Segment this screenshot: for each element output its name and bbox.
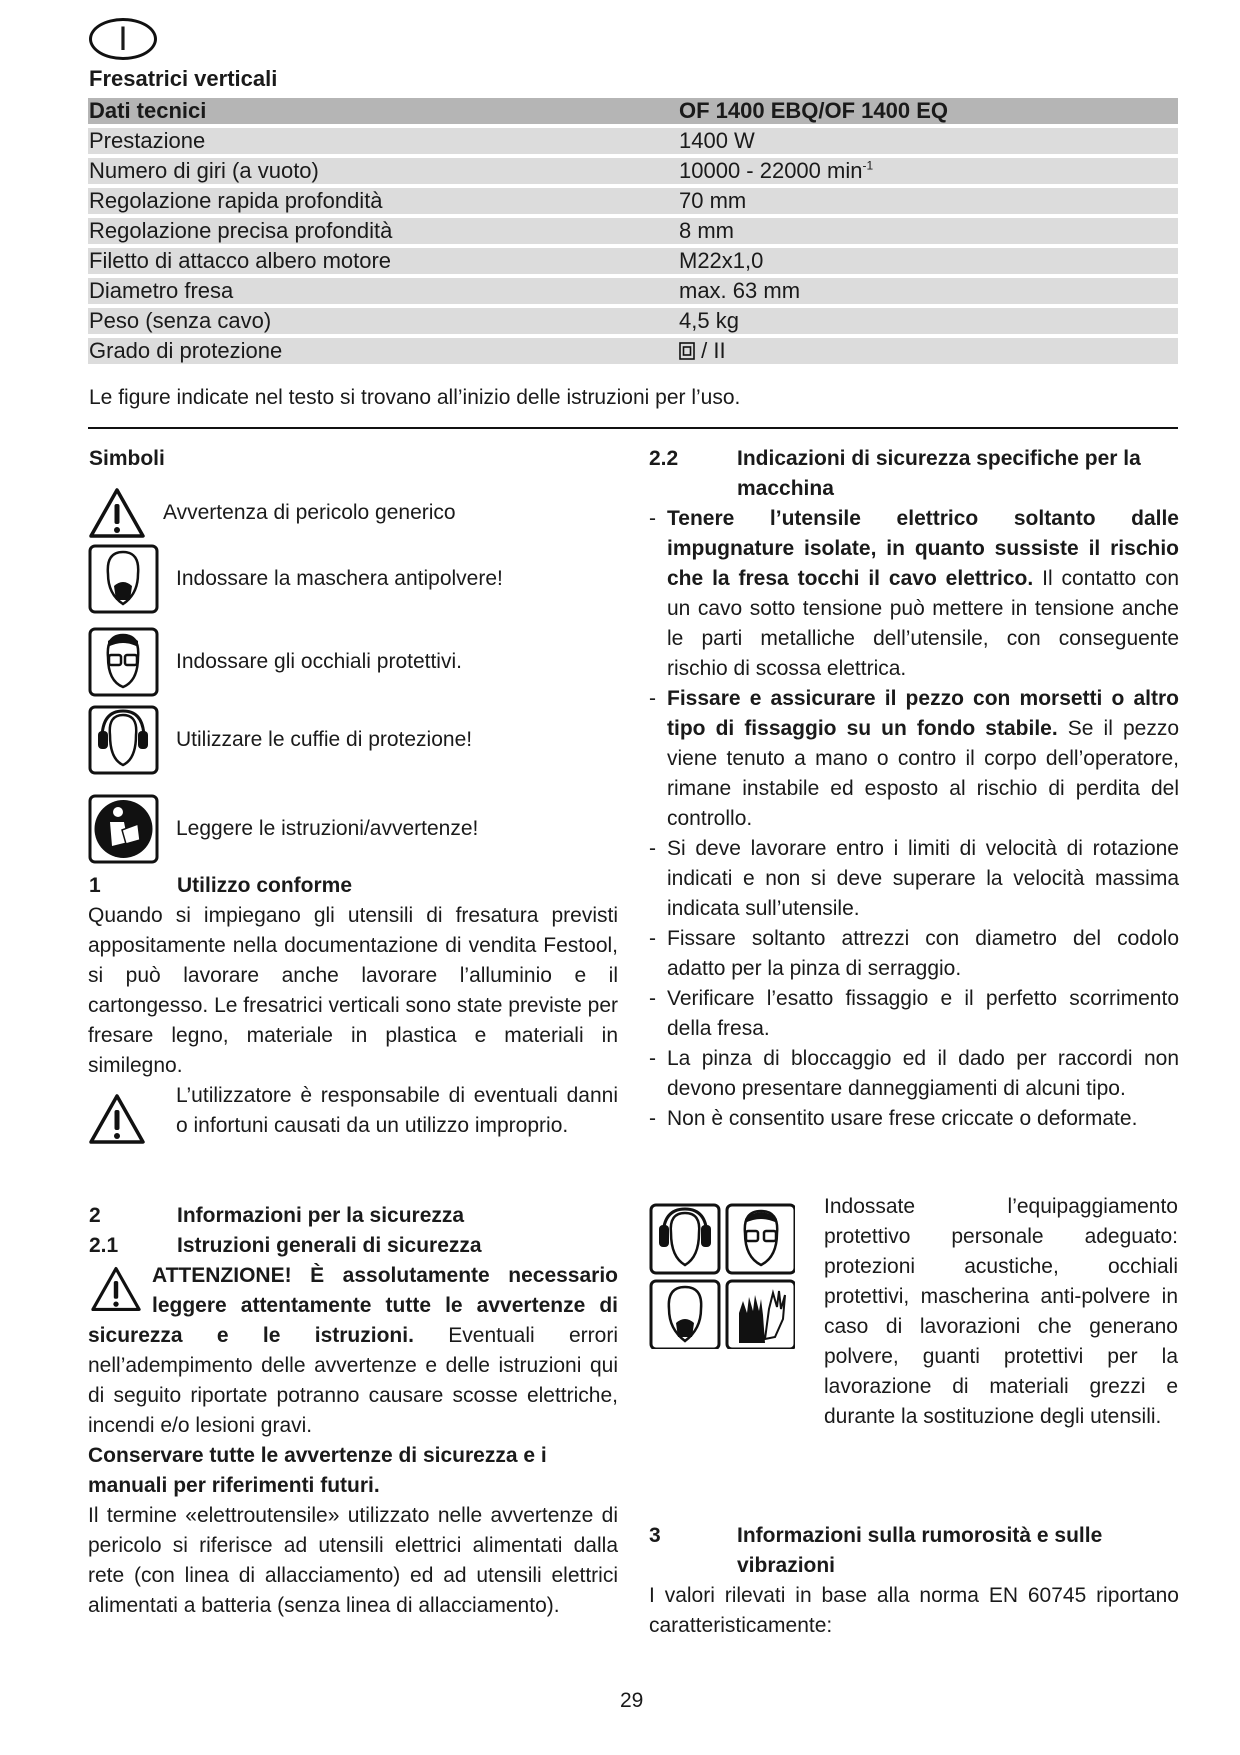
attention-paragraph: ATTENZIONE! È assolutamente necessario leggere attentamente tutte le avvertenze di sicurezza e le istruzioni. Eventuali errori nell’adempimento delle avvertenze e delle istruzioni qui di seguito riportate potranno causare scosse elettriche, incendi e/o lesioni gravi. Conservare tutte le avvertenze di sicurezza e i manuali per riferimenti futuri. Il termine «elettroutensile» utilizzato nelle avvertenze di pericolo si riferisce ad utensili elettrici alimentati dalla rete (con linea di allacciamento) ed ad utensili elettrici alimentati a batteria (senza linea di allacciamento). <box>88 1261 618 1621</box>
warning-triangle-icon <box>88 1265 144 1313</box>
section-1-text: Quando si impiegano gli utensili di fresatura previsti appositamente nella documentazione di vendita Festool, si può lavorare anche lavorare l’alluminio e il cartongesso. Le fresatrici verticali sono state previste per fresare legno, materiale in plastica e materiali in similegno. <box>88 904 618 1077</box>
page-title: Fresatrici verticali <box>89 66 278 91</box>
read-manual-icon <box>88 794 159 864</box>
list-item: - Non è consentito usare frese criccate o deformate. <box>649 1104 1179 1134</box>
table-row: Prestazione 1400 W <box>88 128 1178 154</box>
ear-protection-icon <box>651 1205 719 1273</box>
section-3-heading: 3 Informazioni sulla rumorosità e sulle vibrazioni <box>649 1524 1103 1577</box>
language-badge: I <box>89 18 157 60</box>
section-2-heading: 2 Informazioni per la sicurezza <box>89 1204 465 1227</box>
symbol-dust-mask: Indossare la maschera antipolvere! <box>88 544 503 614</box>
list-item: - Fissare soltanto attrezzi con diametro del codolo adatto per la pinza di serraggio. <box>649 924 1179 984</box>
divider <box>88 427 1178 429</box>
list-item: - Verificare l’esatto fissaggio e il perfetto scorrimento della fresa. <box>649 984 1179 1044</box>
safety-goggles-icon <box>727 1205 795 1273</box>
table-header: Dati tecnici OF 1400 EBQ/OF 1400 EQ <box>88 98 1178 124</box>
symbol-general-warning: Avvertenza di pericolo generico <box>88 486 456 540</box>
section-2-2-heading: 2.2 Indicazioni di sicurezza specifiche per la macchina <box>649 447 1141 500</box>
ppe-icons-grid <box>649 1203 795 1349</box>
section-1-warning: L’utilizzatore è responsabile di eventuali danni o infortuni causati da un utilizzo improprio. <box>176 1084 618 1137</box>
protective-gloves-icon <box>727 1281 795 1349</box>
tech-data-table <box>88 94 1178 368</box>
list-item: - La pinza di bloccaggio ed il dado per raccordi non devono presentare danneggiamenti di alcuni tipo. <box>649 1044 1179 1104</box>
table-row: Diametro fresa max. 63 mm <box>88 278 1178 304</box>
dust-mask-icon <box>651 1281 719 1349</box>
ppe-text: Indossate l’equipaggiamento protettivo personale adeguato: protezioni acustiche, occhiali protettivi, mascherina anti-polvere in caso di lavorazioni che generano polvere, guanti protettivi per la lavorazione di materiali grezzi e durante la sostituzione degli utensili. <box>824 1195 1178 1428</box>
section-3-text: I valori rilevati in base alla norma EN 60745 riportano caratteristicamente: <box>649 1584 1179 1637</box>
table-row: Regolazione rapida profondità 70 mm <box>88 188 1178 214</box>
page-number: 29 <box>620 1689 644 1712</box>
section-2-1-heading: 2.1 Istruzioni generali di sicurezza <box>89 1234 482 1257</box>
list-item: - Fissare e assicurare il pezzo con morsetti o altro tipo di fissaggio su un fondo stabile. Se il pezzo viene tenuto a mano o contro il corpo dell’operatore, rimane instabile ed esposto al rischio di perdita del controllo. <box>649 684 1179 834</box>
list-item: - Si deve lavorare entro i limiti di velocità di rotazione indicati e non si deve superare la velocità massima indicata sull’utensile. <box>649 834 1179 924</box>
figures-note: Le figure indicate nel testo si trovano all’inizio delle istruzioni per l’uso. <box>89 386 741 409</box>
table-row: Grado di protezione / II <box>88 338 1178 364</box>
symbols-heading: Simboli <box>89 447 165 470</box>
table-row: Regolazione precisa profondità 8 mm <box>88 218 1178 244</box>
symbol-goggles: Indossare gli occhiali protettivi. <box>88 627 462 697</box>
table-row: Filetto di attacco albero motore M22x1,0 <box>88 248 1178 274</box>
warning-triangle-icon <box>88 486 146 540</box>
term-definition: Il termine «elettroutensile» utilizzato nelle avvertenze di pericolo si riferisce ad utensili elettrici alimentati dalla rete (con linea di allacciamento) ed ad utensili elettrici alimentati a batteria (senza linea di allacciamento). <box>88 1504 618 1617</box>
keep-instructions: Conservare tutte le avvertenze di sicurezza e i manuali per riferimenti futuri. <box>88 1444 547 1497</box>
safety-bullets <box>649 504 1179 1134</box>
protection-class-ii-icon <box>679 342 695 360</box>
symbol-read-manual: Leggere le istruzioni/avvertenze! <box>88 794 478 864</box>
list-item: - Tenere l’utensile elettrico soltanto dalle impugnature isolate, in quanto sussiste il rischio che la fresa tocchi il cavo elettrico. Il contatto con un cavo sotto tensione può mettere in tensione anche le parti metalliche dell’utensile, con conseguente rischio di scossa elettrica. <box>649 504 1179 684</box>
dust-mask-icon <box>88 544 159 614</box>
symbol-ear-protection: Utilizzare le cuffie di protezione! <box>88 705 472 775</box>
table-row: Peso (senza cavo) 4,5 kg <box>88 308 1178 334</box>
warning-triangle-icon <box>88 1092 146 1146</box>
section-1-heading: 1 Utilizzo conforme <box>89 874 353 897</box>
table-row: Numero di giri (a vuoto) 10000 - 22000 $\min^{-1}$ <box>88 158 1178 184</box>
ear-protection-icon <box>88 705 159 775</box>
safety-goggles-icon <box>88 627 159 697</box>
